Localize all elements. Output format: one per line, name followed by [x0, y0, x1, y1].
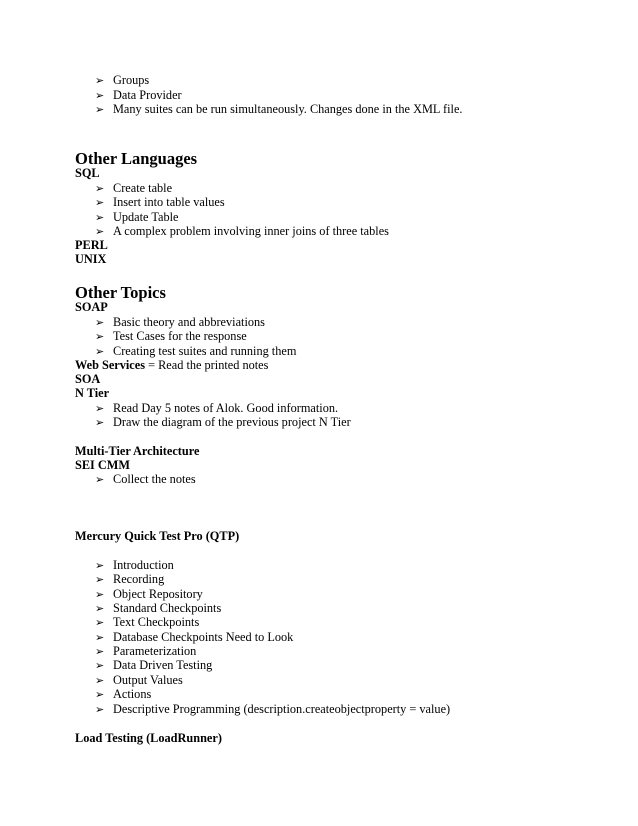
- arrow-bullet-icon: ➢: [95, 631, 105, 644]
- arrow-bullet-icon: ➢: [95, 182, 105, 195]
- arrow-bullet-icon: ➢: [95, 602, 105, 615]
- arrow-bullet-icon: ➢: [95, 225, 105, 238]
- arrow-bullet-icon: ➢: [95, 688, 105, 701]
- arrow-bullet-icon: ➢: [95, 330, 105, 343]
- arrow-bullet-icon: ➢: [95, 645, 105, 658]
- arrow-bullet-icon: ➢: [95, 473, 105, 486]
- section-heading-other-languages: Other Languages: [75, 149, 198, 168]
- arrow-bullet-icon: ➢: [95, 211, 105, 224]
- arrow-bullet-icon: ➢: [95, 573, 105, 586]
- arrow-bullet-icon: ➢: [95, 196, 105, 209]
- arrow-bullet-icon: ➢: [95, 588, 105, 601]
- arrow-bullet-icon: ➢: [95, 674, 105, 687]
- web-services-line: Web Services = Read the printed notes: [75, 358, 269, 372]
- arrow-bullet-icon: ➢: [95, 74, 105, 87]
- sei-cmm-label: SEI CMM: [75, 458, 130, 472]
- arrow-bullet-icon: ➢: [95, 659, 105, 672]
- document-page: ➢ Groups ➢ Data Provider ➢ Many suites can be run simultaneously. Changes done in the XML file. Other Languages SQL ➢ Create table ➢ Insert into table values ➢ Update Table ➢ A complex problem involving inner joins of three tables PERL UNIX Other Topics SOAP ➢ Basic theory and abbreviations ➢ Test Cases for the response ➢ Creating test suites and running them Web Services = Read the printed notes SOA N Tier ➢ Read Day 5 notes of Alok. Good information. ➢ Draw the diagram of the previous project N Tier Multi-Tier Architecture SEI CMM ➢ Collect the notes Mercury Quick Test Pro (QTP) ➢ Introduction ➢ Recording ➢ Object Repository ➢ Standard Checkpoints ➢ Text Checkpoints ➢ Database Checkpoints Need to Look ➢ Parameterization ➢ Data Driven Testing ➢ Output Values ➢ Actions ➢ Descriptive Programming (description.createobjectproperty = value) Load Testing (LoadRunner): [75, 73, 463, 745]
- qtp-heading: Mercury Quick Test Pro (QTP): [75, 529, 240, 543]
- arrow-bullet-icon: ➢: [95, 559, 105, 572]
- unix-label: UNIX: [75, 252, 107, 266]
- arrow-bullet-icon: ➢: [95, 89, 105, 102]
- arrow-bullet-icon: ➢: [95, 703, 105, 716]
- ntier-label: N Tier: [75, 386, 110, 400]
- perl-label: PERL: [75, 238, 108, 252]
- arrow-bullet-icon: ➢: [95, 316, 105, 329]
- sql-label: SQL: [75, 166, 100, 180]
- section-heading-other-topics: Other Topics: [75, 283, 166, 302]
- multi-tier-label: Multi-Tier Architecture: [75, 444, 200, 458]
- load-testing-heading: Load Testing (LoadRunner): [75, 731, 222, 745]
- arrow-bullet-icon: ➢: [95, 345, 105, 358]
- arrow-bullet-icon: ➢: [95, 103, 105, 116]
- arrow-bullet-icon: ➢: [95, 402, 105, 415]
- soa-label: SOA: [75, 372, 101, 386]
- arrow-bullet-icon: ➢: [95, 616, 105, 629]
- soap-label: SOAP: [75, 300, 108, 314]
- arrow-bullet-icon: ➢: [95, 416, 105, 429]
